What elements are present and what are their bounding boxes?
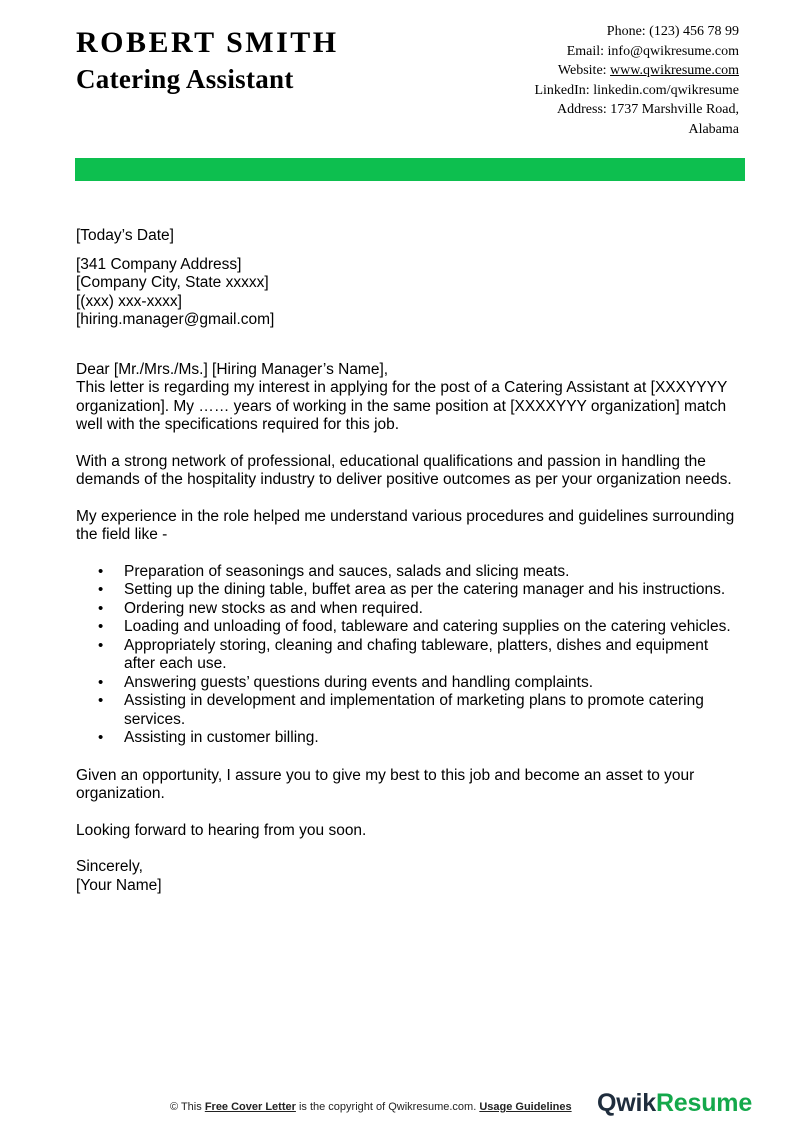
contact-linkedin: LinkedIn: linkedin.com/qwikresume (534, 82, 739, 98)
bullet-icon: • (98, 562, 104, 580)
paragraph-intro: This letter is regarding my interest in applying for the post of a Catering Assistant at [XXXYYYY organization]. My …… years of working in the same position at [XXXXYYY organization] match well with the specifications required for this job. (76, 379, 728, 433)
copyright-middle: is the copyright of Qwikresume.com. (295, 1101, 480, 1113)
list-item (76, 637, 736, 674)
list-item-text: Assisting in customer billing. (124, 729, 319, 746)
signoff: Sincerely, (76, 858, 143, 875)
contact-address-line2: Alabama (688, 121, 739, 137)
accent-divider-bar (75, 158, 745, 181)
logo-resume: Resume (655, 1089, 753, 1117)
list-item-text: Preparation of seasonings and sauces, salads and slicing meats. (124, 562, 570, 580)
salutation: Dear [Mr./Mrs./Ms.] [Hiring Manager’s Name], (76, 360, 389, 378)
bullet-icon: • (98, 618, 104, 635)
duties-list (76, 563, 736, 748)
list-item-text: Loading and unloading of food, tableware and catering supplies on the catering vehicles. (124, 618, 731, 635)
free-cover-letter-link[interactable]: Free Cover Letter (204, 1101, 296, 1113)
website-link[interactable]: www.qwikresume.com (610, 63, 739, 78)
candidate-name: ROBERT SMITH (76, 26, 339, 59)
bullet-icon: • (98, 692, 104, 709)
list-item (76, 674, 736, 693)
logo-qwik: Qwik (597, 1089, 656, 1117)
list-item-text: Ordering new stocks as and when required. (124, 599, 423, 617)
qwikresume-logo[interactable] (597, 1089, 752, 1117)
list-item-text: Answering guests’ questions during events and handling complaints. (124, 673, 594, 691)
letter-date: [Today’s Date] (76, 227, 174, 244)
address-line: [(xxx) xxx-xxxx] (76, 292, 182, 310)
paragraph-qualifications: With a strong network of professional, educational qualifications and passion in handling the demands of the hospitality industry to deliver positive outcomes as per your organization needs. (76, 452, 732, 488)
website-label: Website: (557, 63, 611, 78)
paragraph-experience: My experience in the role helped me understand various procedures and guidelines surrounding the field like - (76, 507, 735, 543)
usage-guidelines-link[interactable]: Usage Guidelines (479, 1101, 572, 1113)
address-line: [Company City, State xxxxx] (76, 274, 269, 291)
list-item (76, 600, 736, 619)
address-line: [341 Company Address] (76, 255, 242, 273)
bullet-icon: • (98, 636, 104, 654)
address-line: [hiring.manager@gmail.com] (76, 311, 275, 328)
bullet-icon: • (98, 599, 104, 617)
letter-body (76, 227, 736, 895)
bullet-icon: • (98, 729, 104, 746)
paragraph-closing: Looking forward to hearing from you soon. (76, 821, 367, 839)
contact-block (439, 22, 739, 139)
list-item (76, 692, 736, 729)
copyright-prefix: © This (170, 1101, 205, 1113)
job-title: Catering Assistant (76, 64, 294, 94)
list-item (76, 581, 736, 600)
recipient-address (76, 256, 736, 330)
list-item-text: Setting up the dining table, buffet area as per the catering manager and his instructions. (124, 581, 726, 598)
list-item (76, 618, 736, 637)
copyright-notice (170, 1100, 572, 1114)
paragraph-opportunity: Given an opportunity, I assure you to give my best to this job and become an asset to your organization. (76, 766, 695, 802)
list-item (76, 563, 736, 582)
list-item-text: Assisting in development and implementation of marketing plans to promote catering services. (124, 692, 704, 728)
contact-website (439, 61, 739, 81)
contact-phone: Phone: (123) 456 78 99 (606, 24, 739, 39)
list-item (76, 729, 736, 748)
page-footer (0, 1089, 800, 1120)
bullet-icon: • (98, 673, 104, 691)
bullet-icon: • (98, 581, 104, 598)
contact-address-line1: Address: 1737 Marshville Road, (557, 102, 739, 117)
list-item-text: Appropriately storing, cleaning and chafing tableware, platters, dishes and equipment after each use. (124, 636, 709, 672)
contact-email: Email: info@qwikresume.com (566, 43, 739, 59)
signature-name: [Your Name] (76, 876, 162, 894)
